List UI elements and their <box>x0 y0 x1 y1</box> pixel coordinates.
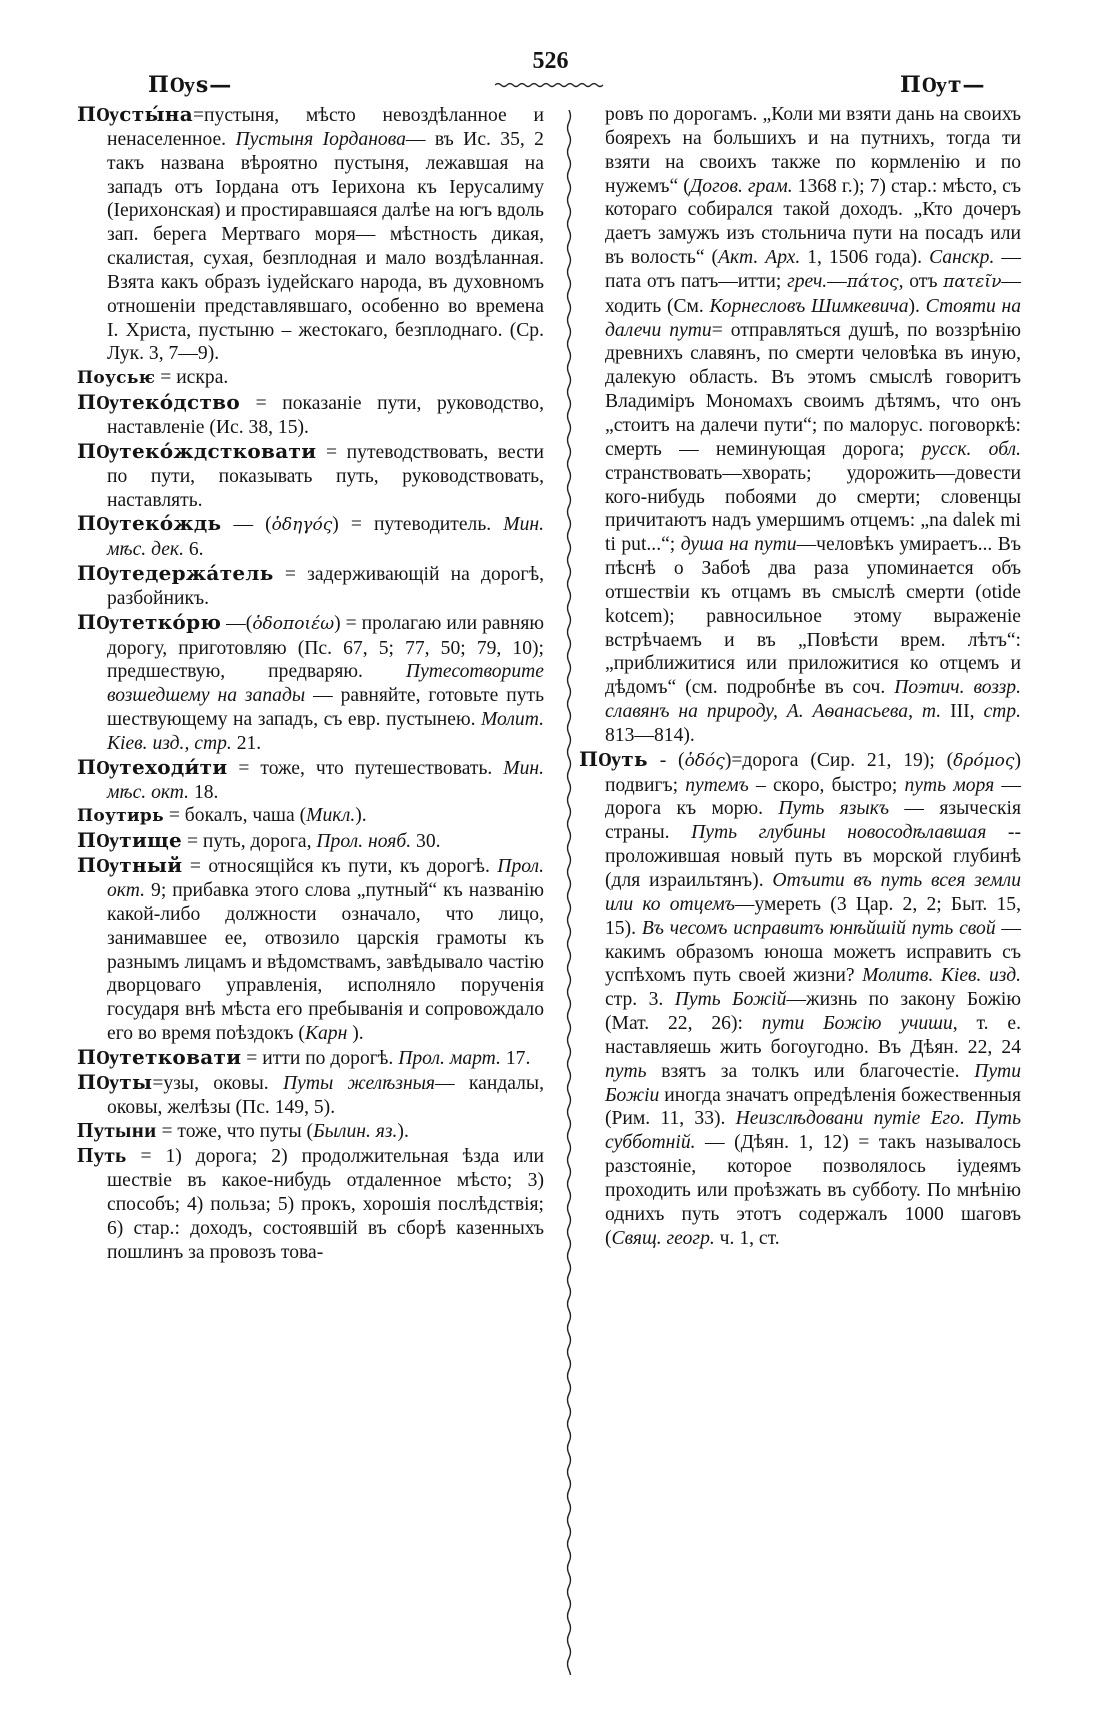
page-number-ornament <box>495 82 605 88</box>
definition-text: )=дорога (Сир. 21, 19); ( <box>724 749 954 771</box>
definition-text: = тоже, что путы ( <box>156 1121 314 1143</box>
definition-text: ч. 1, ст. <box>714 1227 780 1249</box>
italic-citation: Карн <box>304 1023 348 1045</box>
dictionary-entry <box>77 440 544 513</box>
definition-text: ) = путеводитель. <box>332 514 504 536</box>
definition-text: ). <box>355 805 367 827</box>
headword: Путыни <box>77 1118 157 1143</box>
definition-text: = бокалъ, чаша ( <box>163 805 307 827</box>
italic-citation: Отъити въ путь всея земли или ко отцемъ <box>605 870 1021 915</box>
italic-citation: Пустыня Іорданова <box>235 128 406 150</box>
definition-text: 9; прибавка этого слова „путный“ къ названію какой-либо должности означало, что лицо, занимавшее ее, отвозило царскія грамоты къ разнымъ лицамъ и вѣдомствамъ, завѣдывало частію дворцоваго управленія, исполняло порученія государя внѣ мѣста его пребыванія и сопровождало его во время поѣздокъ ( <box>107 880 544 1045</box>
definition-text: — дорога къ морю. <box>605 774 1021 820</box>
definition-text: ровъ по дорогамъ. „Коли ми взяти дань на своихъ боярехъ на большихъ и на путнихъ, тогда ти взяти на своихъ также по кормленію и по нужемъ“ ( <box>605 104 1021 197</box>
greek-term: πατεῖν <box>943 271 1002 292</box>
italic-citation: Неизслѣдовани путіе Его. Путь субботній. <box>605 1108 1021 1154</box>
headword: Путь <box>77 1143 127 1168</box>
column-divider <box>562 110 576 1675</box>
italic-citation: стр. <box>983 701 1021 723</box>
definition-text: , т. е. наставляешь жить богоугодно. Въ Дѣян. 22, 24 <box>605 1013 1021 1058</box>
dictionary-entry <box>77 103 544 366</box>
running-head-right: ПѸт— <box>900 72 986 98</box>
definition-text: — пата отъ патъ—итти; <box>605 247 1021 292</box>
dictionary-entry <box>77 1119 544 1144</box>
definition-text: 17. <box>500 1047 531 1069</box>
headword: Поусьѥ <box>77 368 156 389</box>
greek-term: ὁδοποιέω <box>252 613 335 634</box>
italic-citation: Мин. мѣс. дек. <box>107 514 544 561</box>
definition-text: - ( <box>647 749 685 771</box>
dictionary-entry <box>77 1144 544 1264</box>
definition-text: ) подвигъ; <box>605 749 1021 796</box>
definition-text: 813—814). <box>605 724 695 746</box>
definition-text: — ( <box>221 514 272 536</box>
headword: ПѸтеко́ждстковати <box>77 438 317 463</box>
definition-text: — языческія страны. <box>605 798 1021 844</box>
definition-text: =узы, оковы. <box>152 1072 283 1094</box>
italic-citation: путь <box>605 1060 647 1082</box>
dictionary-entry <box>77 1071 544 1120</box>
dictionary-entry <box>77 756 544 805</box>
headword: ПѸтеко́дство <box>77 390 241 415</box>
headword: ПѸтеко́ждь <box>77 511 222 536</box>
dictionary-entry <box>579 746 1022 1251</box>
definition-text: = задерживающій на дорогѣ, разбойникъ. <box>107 564 544 609</box>
italic-citation: Молит. Кіев. изд., стр. <box>107 709 544 754</box>
italic-citation: Догов. грам. <box>689 175 793 197</box>
italic-citation: Прол. нояб. <box>316 831 412 853</box>
page-number: 526 <box>532 48 569 74</box>
dictionary-entry <box>77 829 544 854</box>
italic-citation: путемъ <box>685 774 749 796</box>
italic-citation: Стояти на далечи пути <box>605 295 1021 341</box>
definition-text: III, <box>941 701 984 723</box>
headword: ПѸсты́на <box>77 102 193 126</box>
italic-citation: путь моря <box>904 774 995 796</box>
definition-text: 1, 1506 года). <box>800 247 930 269</box>
italic-citation: Въ чесомъ исправитъ юнѣйшій путь свой <box>641 917 996 939</box>
headword: Поутирь <box>77 806 164 827</box>
italic-citation: греч. <box>787 270 828 292</box>
definition-text: = тоже, что путешествовать. <box>227 757 504 779</box>
italic-citation: Микл. <box>306 805 356 827</box>
definition-text: —ходить (См. <box>605 270 1021 317</box>
italic-citation: Прол. март. <box>398 1047 501 1069</box>
dictionary-entry <box>77 1046 544 1071</box>
italic-citation: Путь языкъ <box>778 798 890 820</box>
definition-text: ). <box>347 1023 364 1045</box>
italic-citation: русск. обл. <box>921 438 1021 460</box>
entry-continuation <box>605 103 1021 748</box>
italic-citation: пути Божію учиши <box>761 1013 953 1035</box>
definition-text: —( <box>221 612 253 634</box>
definition-text: — (Дѣян. 1, 12) = такъ называлось разстояніе, которое позволялось іудеямъ проходить или проѣзжать въ субботу. По мнѣнію однихъ путь этотъ содержалъ 1000 шаговъ ( <box>605 1132 1021 1249</box>
definition-text: ). <box>908 295 926 317</box>
italic-citation: душа на пути <box>680 534 797 556</box>
definition-text: 1368 г.); 7) стар.: мѣсто, съ котораго собирался такой доходъ. „Кто дочеръ даетъ замужъ изъ стольнича пути на посадъ или въ волость“ ( <box>605 175 1021 269</box>
greek-term: ὁδός <box>684 750 725 771</box>
italic-citation: Путь Божій <box>674 989 787 1011</box>
italic-citation: Молитв. Кіев. изд. <box>862 965 1021 987</box>
italic-citation: Свящ. геогр. <box>611 1227 715 1249</box>
running-head-left: ПѸѕ— <box>148 72 233 98</box>
definition-text: =пустыня, мѣсто невоздѣланное и ненаселенное. <box>107 105 544 150</box>
definition-text: , отъ <box>898 270 944 292</box>
definition-text: иногда значатъ опредѣленія божественныя (Рим. 11, 33). <box>605 1084 1021 1130</box>
greek-term: ὁδηγός <box>271 515 333 536</box>
dictionary-entry <box>77 366 544 391</box>
definition-text: 21. <box>231 732 262 754</box>
definition-text: ) = пролагаю или равняю дорогу, приготовляю (Пс. 67, 5; 77, 50; 79, 10); предшествую, предваряю. <box>107 612 544 683</box>
headword: ПѸтетко́рю <box>77 609 222 634</box>
definition-text: = отправляться душѣ, по воззрѣнію древнихъ славянъ, по смерти человѣка въ иную, далекую область. Въ этомъ смыслѣ говоритъ Владиміръ Мономахъ своимъ дѣтямъ, что онъ „стоитъ на далечи пути“; по малорус. поговоркѣ: смерть — неминующая дорога; <box>605 319 1021 460</box>
definition-text: — равняйте, готовьте путь шествующему на западъ, съ евр. пустынею. <box>107 685 544 731</box>
italic-citation: Путесотворите возшедшему на запады <box>107 661 544 707</box>
headword: ПѸтеходи́ти <box>77 754 228 779</box>
headword: ПѸть <box>579 746 648 771</box>
definition-text: —умереть (3 Цар. 2, 2; Быт. 15, 15). <box>605 893 1021 939</box>
headword: ПѸтный <box>77 853 183 878</box>
italic-citation: Санскр. <box>929 247 995 269</box>
dictionary-entry <box>77 391 544 440</box>
italic-citation: Акт. Арх. <box>718 247 801 269</box>
italic-citation: Путы желѣзныя <box>282 1072 436 1094</box>
definition-text: = путь, дорога, <box>182 831 317 853</box>
definition-text: —человѣкъ умираетъ... Въ пѣснѣ о Забоѣ два раза упоминается объ отшествіи къ отцамъ въ смыслѣ смерти (otide kotcem); равносильное этому выраженіе встрѣчаемъ и въ „Повѣсти врем. лѣтъ“: „приближитися или приложитися ко отцемъ и дѣдомъ“ (см. подробнѣе въ соч. <box>605 534 1021 699</box>
italic-citation: Мин. мѣс. окт. <box>107 757 544 803</box>
headword: ПѸтедержа́тель <box>77 561 274 586</box>
definition-text: = показаніе пути, руководство, наставленіе (Ис. 38, 15). <box>107 393 544 438</box>
definition-text: = путеводствовать, вести по пути, показывать путь, руководствовать, наставлять. <box>107 441 544 511</box>
definition-text: взятъ за толкъ или благочестіе. <box>646 1060 975 1082</box>
definition-text: стр. 3. <box>605 989 675 1011</box>
dictionary-entry <box>77 804 544 829</box>
greek-term: πάτος <box>846 271 899 292</box>
italic-citation: Былин. яз. <box>313 1121 398 1143</box>
dictionary-entry <box>77 854 544 1046</box>
definition-text: ). <box>397 1121 409 1143</box>
greek-term: δρόμος <box>953 750 1015 771</box>
definition-text: 30. <box>411 831 441 853</box>
definition-text: — <box>827 270 847 292</box>
italic-citation: Поэтич. воззр. славянъ на природу, А. Аѳанасьева, т. <box>605 677 1021 723</box>
headword: ПѸты <box>77 1069 153 1094</box>
italic-citation: Пути Божіи <box>605 1060 1021 1106</box>
right-column <box>579 103 1022 1251</box>
definition-text: 18. <box>189 781 219 803</box>
definition-text: — въ Ис. 35, 2 такъ названа вѣроятно пустыня, лежавшая на западъ отъ Іордана отъ Іерихона къ Іерусалиму (Іерихонская) и простиравшаяся далѣе на югъ вдоль зап. берега Мертваго моря— мѣстность дикая, скалистая, сухая, безплодная и мало воздѣланная. Взята какъ образъ іудейскаго народа, въ духовномъ отношеніи представлявшаго, особенно во времена І. Христа, пустыню – жестокаго, безплоднаго. (Ср. Лук. 3, 7—9). <box>107 128 544 365</box>
headword: ПѸтище <box>77 828 183 853</box>
definition-text: 6. <box>183 539 204 561</box>
definition-text: = относящійся къ пути, къ дорогѣ. <box>182 856 498 878</box>
dictionary-entry <box>77 512 544 562</box>
definition-text: — какимъ образомъ юноша можетъ исправить съ успѣхомъ путь своей жизни? <box>605 917 1022 987</box>
dictionary-entry <box>77 611 544 756</box>
italic-citation: Корнесловъ Шимкевича <box>709 295 909 317</box>
definition-text: — кандалы, оковы, желѣзы (Пс. 149, 5). <box>107 1072 544 1118</box>
definition-text: = итти по дорогѣ. <box>241 1047 399 1069</box>
definition-text: странствовать—хворать; удорожить—довести кого-нибудь побоями до смерти; словенцы причитаютъ надъ умершимъ отцемъ: „na dalek mi ti put...“; <box>605 462 1021 556</box>
definition-text: -- проложившая новый путь въ морской глубинѣ (для израильтянъ). <box>605 822 1021 891</box>
left-column <box>77 103 544 1265</box>
headword: ПѸтетковати <box>77 1044 242 1069</box>
definition-text: = искра. <box>155 367 229 389</box>
definition-text: – скоро, быстро; <box>748 774 905 796</box>
definition-text: = 1) дорога; 2) продолжительная ѣзда или шествіе въ какое-нибудь отдаленное мѣсто; 3) способъ; 4) польза; 5) прокъ, хорошія послѣдствія; 6) стар.: доходъ, состоявшій въ сборѣ казенныхъ пошлинъ за провозъ това- <box>107 1146 544 1263</box>
definition-text: —жизнь по закону Божію (Мат. 22, 26): <box>605 989 1021 1035</box>
italic-citation: Путь глубины новосодѣлавшая <box>691 822 987 844</box>
dictionary-entry <box>77 562 544 611</box>
italic-citation: Прол. окт. <box>107 856 544 901</box>
